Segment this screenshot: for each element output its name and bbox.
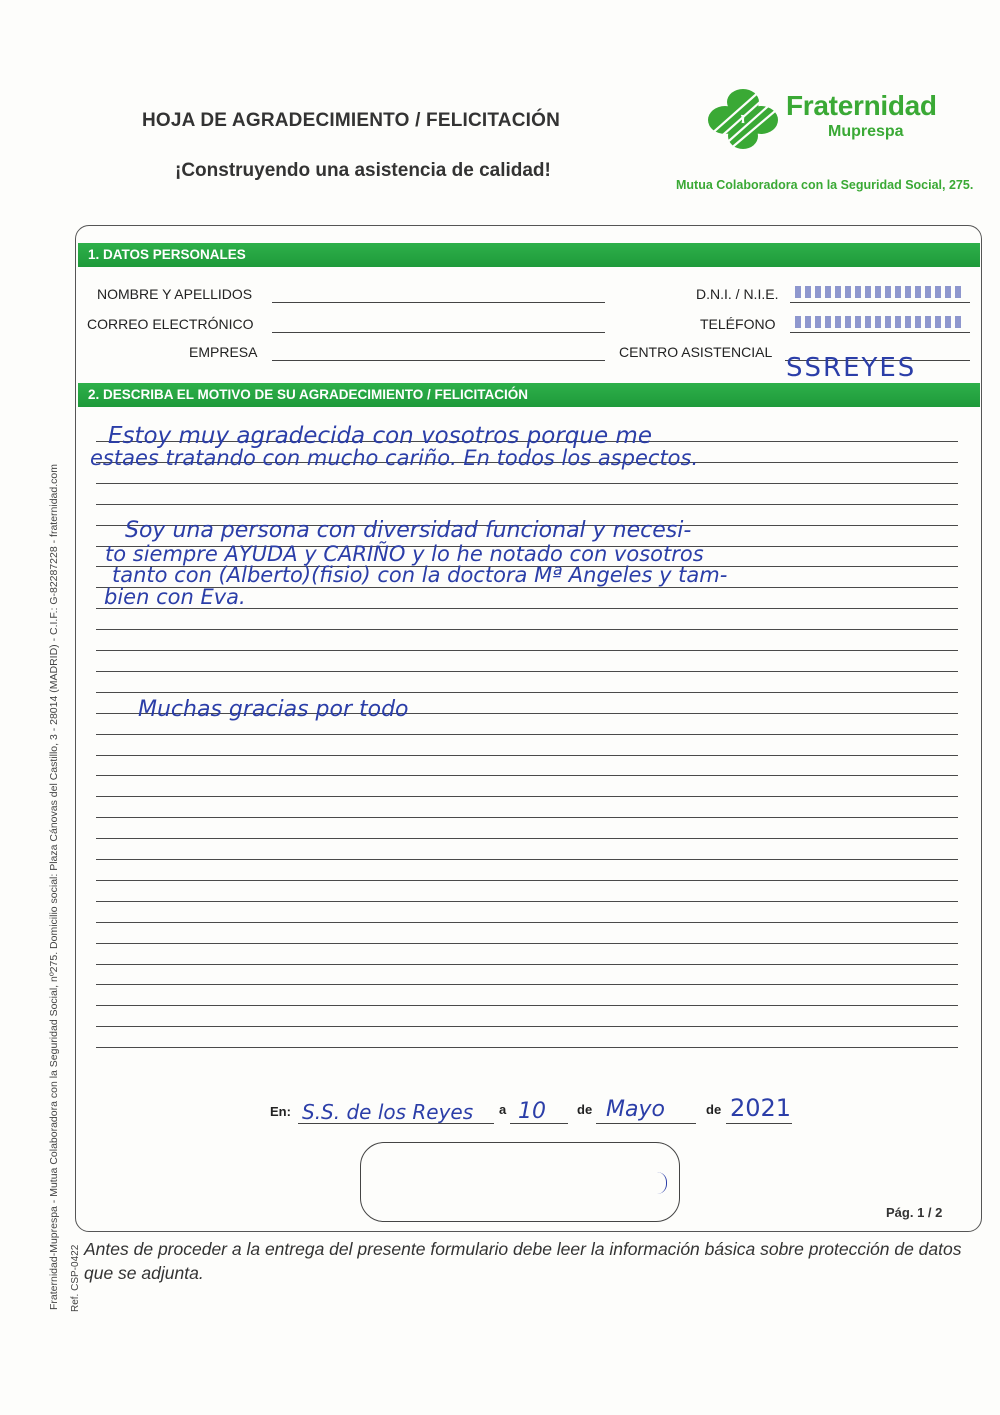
ruled-line xyxy=(96,964,958,965)
privacy-notice: Antes de proceder a la entrega del presente formulario debe leer la información básica sobre protección de datos que se adjunta. xyxy=(84,1239,962,1283)
ruled-line xyxy=(96,796,958,797)
ruled-line xyxy=(96,880,958,881)
fraternidad-logo-icon xyxy=(703,88,783,150)
company-field[interactable] xyxy=(272,359,605,361)
ruled-line xyxy=(96,629,958,630)
ruled-line xyxy=(96,859,958,860)
ruled-line xyxy=(96,775,958,776)
month-field[interactable] xyxy=(596,1122,696,1124)
center-value: SSREYES xyxy=(786,353,917,383)
dni-redacted-scribble xyxy=(795,286,965,298)
phone-label: TELÉFONO xyxy=(700,316,776,332)
de-label-2: de xyxy=(706,1102,722,1117)
month-value: Mayo xyxy=(606,1097,665,1122)
ruled-line xyxy=(96,943,958,944)
en-label: En: xyxy=(270,1104,291,1119)
signature-box[interactable] xyxy=(360,1142,680,1222)
year-value: 2021 xyxy=(730,1094,792,1122)
side-legal-text: Fraternidad-Muprespa - Mutua Colaboradora con la Seguridad Social, nº275. Domicilio social: Plaza Cánovas del Castillo, 3 - 28014 (MADRID) - C.I.F.: G-82287228 - fraternidad.com xyxy=(48,464,60,1310)
ruled-line xyxy=(96,838,958,839)
handwritten-line: Muchas gracias por todo xyxy=(138,697,409,722)
handwritten-line: to siempre AYUDA y CARIÑO y lo he notado con vosotros xyxy=(105,542,704,566)
email-label: CORREO ELECTRÓNICO xyxy=(87,316,254,332)
side-ref-code: Ref. CSP-0422 xyxy=(70,1244,81,1312)
page-number: Pág. 1 / 2 xyxy=(886,1205,943,1220)
brand-subname: Muprespa xyxy=(828,123,904,140)
de-label-1: de xyxy=(577,1102,593,1117)
ruled-line xyxy=(96,755,958,756)
ruled-line xyxy=(96,483,958,484)
handwritten-line: bien con Eva. xyxy=(104,585,246,609)
ruled-line xyxy=(96,650,958,651)
ruled-line xyxy=(96,1047,958,1048)
ruled-line xyxy=(96,1026,958,1027)
mutua-text: Mutua Colaboradora con la Seguridad Social, 275. xyxy=(676,178,974,192)
year-field[interactable] xyxy=(726,1122,792,1124)
ruled-line xyxy=(96,504,958,505)
place-value: S.S. de los Reyes xyxy=(302,1100,474,1124)
phone-redacted-scribble xyxy=(795,316,965,328)
handwritten-line: Estoy muy agradecida con vosotros porque me xyxy=(108,423,652,449)
day-value: 10 xyxy=(518,1099,546,1124)
dni-label: D.N.I. / N.I.E. xyxy=(696,286,779,302)
section-reason-header: 2. DESCRIBA EL MOTIVO DE SU AGRADECIMIENTO / FELICITACIÓN xyxy=(78,383,980,407)
ruled-line xyxy=(96,692,958,693)
center-label: CENTRO ASISTENCIAL xyxy=(619,344,773,360)
ruled-line xyxy=(96,734,958,735)
ruled-line xyxy=(96,901,958,902)
company-label: EMPRESA xyxy=(189,344,258,360)
form-subtitle: ¡Construyendo una asistencia de calidad! xyxy=(175,160,551,181)
handwritten-line: estaes tratando con mucho cariño. En todos los aspectos. xyxy=(90,446,699,470)
form-title: HOJA DE AGRADECIMIENTO / FELICITACIÓN xyxy=(142,110,561,131)
handwritten-line: tanto con (Alberto)(fisio) con la doctora Mª Angeles y tam- xyxy=(112,563,728,587)
name-field[interactable] xyxy=(272,301,605,303)
handwritten-line: Soy una persona con diversidad funcional y necesi- xyxy=(125,518,692,543)
ruled-line xyxy=(96,1005,958,1006)
email-field[interactable] xyxy=(272,331,605,333)
ruled-line xyxy=(96,817,958,818)
dni-field[interactable] xyxy=(790,301,970,303)
brand-name: Fraternidad xyxy=(786,90,937,121)
ruled-line xyxy=(96,671,958,672)
section-personal-data-header: 1. DATOS PERSONALES xyxy=(78,243,980,267)
ruled-line xyxy=(96,922,958,923)
name-label: NOMBRE Y APELLIDOS xyxy=(97,286,253,302)
phone-field[interactable] xyxy=(790,331,970,333)
ruled-line xyxy=(96,984,958,985)
a-label: a xyxy=(499,1102,507,1117)
